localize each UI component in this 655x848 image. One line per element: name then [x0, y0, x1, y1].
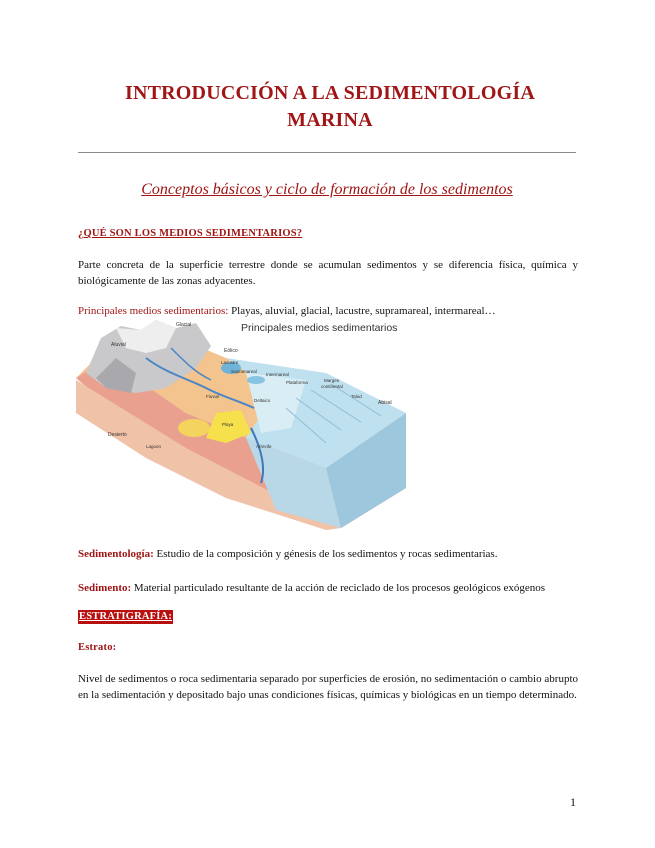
label-talud: Talud — [351, 394, 362, 399]
document-subtitle: Conceptos básicos y ciclo de formación de los sedimentos — [141, 181, 513, 198]
figure-caption: Principales medios sedimentarios — [241, 322, 398, 334]
label-glaciar: Glacial — [176, 322, 192, 328]
label-arrecife: Arrecife — [256, 444, 272, 449]
section-heading-estratigrafia-text: ESTRATIGRAFÍA: — [79, 611, 173, 622]
label-lacustre: Lacustre — [221, 360, 239, 365]
label-plataforma: Plataforma — [286, 380, 308, 385]
page-number: 1 — [570, 795, 576, 809]
sedimentologia-text: Estudio de la composición y génesis de los sedimentos y rocas sedimentarias. — [153, 548, 498, 560]
label-intermareal: Intermareal — [266, 372, 289, 377]
title-line-1: INTRODUCCIÓN A LA SEDIMENTOLOGÍA — [124, 82, 535, 104]
diagram-dunes — [178, 419, 210, 437]
sedimentary-environments-diagram — [76, 318, 416, 530]
section-heading-medios — [78, 228, 302, 239]
label-deltaico: Deltaico — [254, 398, 271, 403]
sedimento-text: Material particulado resultante de la acción de reciclado de los procesos geológicos exógenos — [131, 582, 546, 594]
label-aluvial: Aluvial — [111, 342, 126, 348]
estrato-definition: Nivel de sedimentos o roca sedimentaria separado por superficies de erosión, no sedimentación o cambio abrupto en la sedimentación y depositado bajo unas condiciones físicas, químicas y biológicas en un tiempo determinado. — [78, 673, 578, 701]
subheading-estrato: Estrato: — [78, 642, 117, 653]
document-title — [60, 80, 600, 134]
section-heading-estratigrafia — [78, 611, 173, 622]
section-heading-medios-text: ¿QUÉ SON LOS MEDIOS SEDIMENTARIOS? — [78, 228, 303, 239]
sedimento-line — [78, 580, 578, 596]
title-line-2: MARINA — [287, 109, 373, 131]
label-eolico: Eólico — [224, 348, 238, 354]
principales-text: Playas, aluvial, glacial, lacustre, supramareal, intermareal… — [228, 305, 496, 317]
principales-line — [78, 303, 578, 319]
medios-definition: Parte concreta de la superficie terrestre donde se acumulan sedimentos y se diferencia física, química y biológicamente de las zonas adyacentes. — [78, 259, 578, 287]
label-supramareal: Supramareal — [231, 369, 257, 374]
diagram-lagoon — [247, 376, 265, 384]
sedimento-label: Sedimento: — [78, 582, 132, 594]
label-lagoon: Lagoon — [146, 444, 162, 449]
label-abisal: Abisal — [378, 400, 392, 406]
label-fluvial: Fluvial — [206, 394, 220, 399]
principales-label: Principales medios sedimentarios: — [78, 305, 229, 317]
label-continental: continental — [321, 384, 343, 389]
sedimentologia-label: Sedimentología: — [78, 548, 154, 560]
title-divider — [78, 152, 576, 153]
label-desierto: Desierto — [108, 432, 127, 438]
label-margen: Margen — [324, 378, 340, 383]
sedimentologia-line — [78, 546, 578, 562]
label-playa: Playa — [222, 422, 234, 427]
